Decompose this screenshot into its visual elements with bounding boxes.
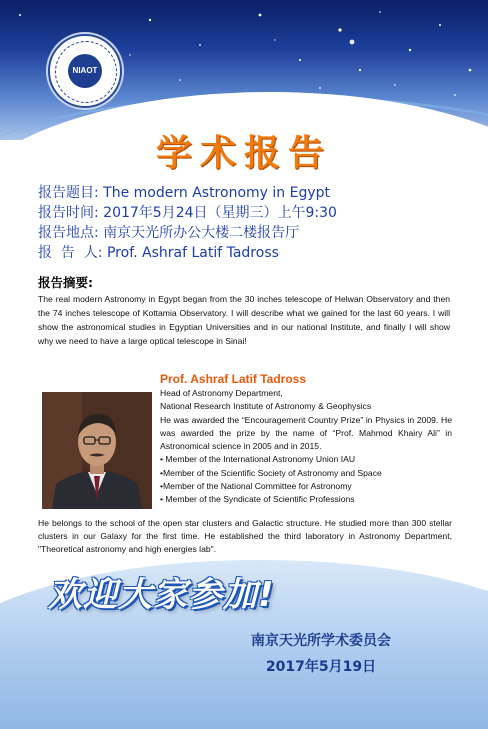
bio-line: Head of Astronomy Department,: [160, 388, 283, 398]
speaker-value: Prof. Ashraf Latif Tadross: [106, 245, 279, 261]
talk-details: [38, 183, 458, 263]
speaker-closing-text: He belongs to the school of the open star clusters and Galactic structure. He studied more than 300 stellar clusters in our Galaxy for the first time. He established the third laboratory in Astronomy Department, "Theoretical astronomy and high energies lab".: [38, 518, 452, 554]
topic-row: [38, 183, 458, 203]
topic-value: The modern Astronomy in Egypt: [103, 185, 330, 201]
place-label: 报告地点:: [38, 225, 99, 241]
time-value: 2017年5月24日（星期三）上午9:30: [103, 205, 337, 221]
institute-logo: [48, 34, 122, 108]
speaker-bio: [160, 387, 452, 507]
issue-date: 2017年5月19日: [265, 659, 377, 675]
bio-line: •Member of the National Committee for Astronomy: [160, 481, 352, 492]
topic-label: 报告题目:: [38, 185, 99, 201]
poster-title: 学术报告: [155, 133, 332, 174]
speaker-row: [38, 243, 458, 263]
place-value: 南京天光所办公大楼二楼报告厅: [103, 225, 300, 241]
place-row: [38, 223, 458, 243]
bio-line: National Research Institute of Astronomy & Geophysics: [160, 401, 372, 412]
speaker-name: Prof. Ashraf Latif Tadross: [160, 372, 307, 386]
bio-line: •Member of the Scientific Society of Astronomy and Space: [160, 467, 382, 478]
logo-mark: NIAOT: [68, 54, 102, 88]
organizer: 南京天光所学术委员会: [251, 633, 391, 649]
speaker-photo: [42, 392, 152, 509]
abstract-heading: 报告摘要:: [38, 275, 93, 290]
welcome-slogan: 欢迎大家参加!: [48, 575, 275, 615]
abstract-text: The real modern Astronomy in Egypt began from the 30 inches telescope of Helwan Observatory and then the 74 inches telescope of Kottamia Observatory. I will describe what we gained for the last 60 years. I will show the astronomical studies in Egyptian Universities and in our national Institute, and finally I will show why we need to have a large optical telescope in Sinai!: [38, 294, 450, 346]
time-label: 报告时间:: [38, 205, 99, 221]
time-row: [38, 203, 458, 223]
bio-line: • Member of the International Astronomy Union IAU: [160, 454, 356, 465]
speaker-label: 报 告 人:: [38, 245, 103, 261]
bio-line: • Member of the Syndicate of Scientific Professions: [160, 494, 355, 505]
bio-line: He was awarded the “Encouragement Country Prize” in Physics in 2009. He was awarded the prize by the name of “Prof. Mahmod Khairy Ali” in Astronomical science in 2005 and in 2015.: [160, 414, 452, 452]
